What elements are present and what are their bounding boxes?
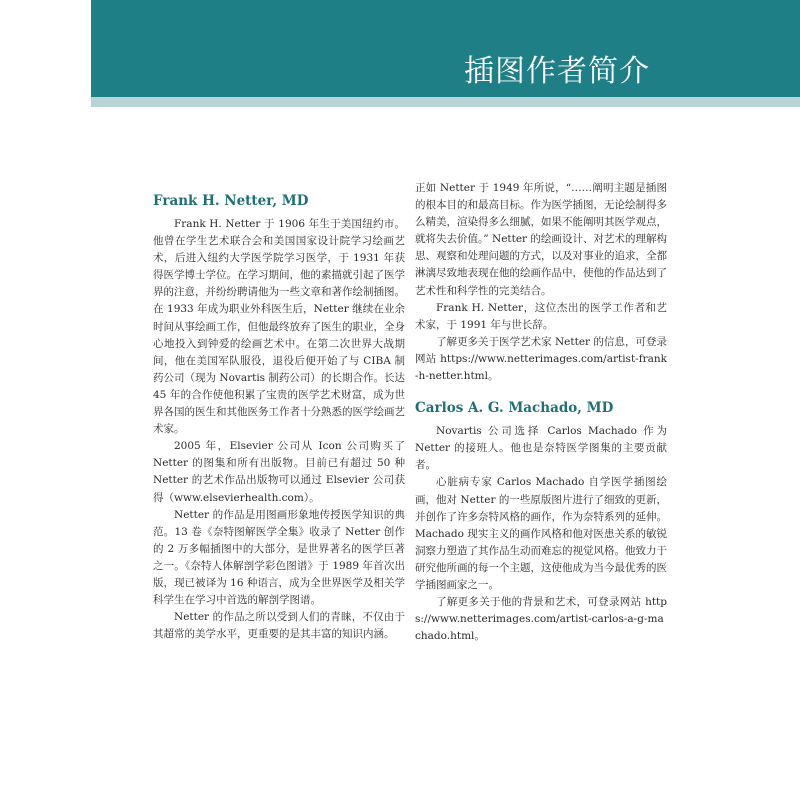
netter-link-paragraph: 了解更多关于医学艺术家 Netter 的信息，可登录网站 https://www.netterimages.com/artist-frank-h-netter.html。 <box>415 335 667 383</box>
netter-paragraph-1: Frank H. Netter 于 1906 年生于美国纽约市。他曾在学生艺术联合会和美国国家设计院学习绘画艺术，后进入纽约大学医学院学习医学，于 1931 年获得医学博士学位。在学习期间，他的素描就引起了医学界的注意，并纷纷聘请他为一些文章和著作绘制插图。在 1933 年成为职业外科医生后，Netter 继续在业余时间从事绘画工作，但他最终放弃了医生的职业，全身心地投入到钟爱的绘画艺术中。在第二次世界大战期间，他在美国军队服役，退役后便开始了与 CIBA 制药公司（现为 Novartis 制药公司）的长期合作。长达 45 年的合作使他积累了宝贵的医学艺术财富，成为世界各国的医生和其他医务工作者十分熟悉的医学绘画艺术家。 <box>153 218 405 436</box>
netter-heading: Frank H. Netter, MD <box>153 193 309 209</box>
machado-link-paragraph: 了解更多关于他的背景和艺术，可登录网站 https://www.netterimages.com/artist-carlos-a-g-machado.html。 <box>415 596 667 643</box>
machado-paragraph-2: 心脏病专家 Carlos Machado 自学医学插图绘画，他对 Netter 的一些原版图片进行了细致的更新，并创作了许多奈特风格的画作，作为奈特系列的延伸。Machado 现实主义的画作风格和他对医患关系的敏锐洞察力塑造了其作品生动而难忘的视觉风格。他致力于研究他所画的每一个主题，这使他成为当今最优秀的医学插图画家之一。 <box>415 476 667 591</box>
right-column <box>415 180 667 645</box>
netter-paragraph-3: Netter 的作品是用图画形象地传授医学知识的典范。13 卷《奈特图解医学全集》收录了 Netter 创作的 2 万多幅插图中的大部分，是世界著名的医学巨著之一。《奈特人体解剖学彩色图谱》于 1989 年首次出版，现已被译为 16 种语言，成为全世界医学及相关学科学生在学习中首选的解剖学图谱。 <box>153 508 405 607</box>
header-band <box>91 0 800 97</box>
page-title: 插图作者简介 <box>464 54 650 89</box>
machado-heading: Carlos A. G. Machado, MD <box>415 400 614 417</box>
left-column <box>153 180 405 643</box>
header-stripe <box>91 97 800 107</box>
netter-paragraph-4: Netter 的作品之所以受到人们的青睐，不仅由于其超常的美学水平，更重要的是其丰富的知识内涵。 <box>153 611 405 641</box>
machado-paragraph-1: Novartis 公司选择 Carlos Machado 作为 Netter 的接班人。他也是奈特医学图集的主要贡献者。 <box>415 425 667 472</box>
netter-paragraph-5: 正如 Netter 于 1949 年所说，“……阐明主题是插图的根本目的和最高目标。作为医学插图，无论绘制得多么精美，渲染得多么细腻，如果不能阐明其医学观点，就将失去价值。” Netter 的绘画设计、对艺术的理解构思、观察和处理问题的方式，以及对事业的追求，全都淋漓尽致地表现在他的绘画作品中，使他的作品达到了艺术性和科学性的完美结合。 <box>415 182 667 297</box>
netter-paragraph-6: Frank H. Netter，这位杰出的医学工作者和艺术家，于 1991 年与世长辞。 <box>415 301 667 331</box>
netter-paragraph-2: 2005 年，Elsevier 公司从 Icon 公司购买了 Netter 的图集和所有出版物。目前已有超过 50 种 Netter 的艺术作品出版物可以通过 Elsevier 公司获得（www.elsevierhealth.com）。 <box>153 440 405 504</box>
